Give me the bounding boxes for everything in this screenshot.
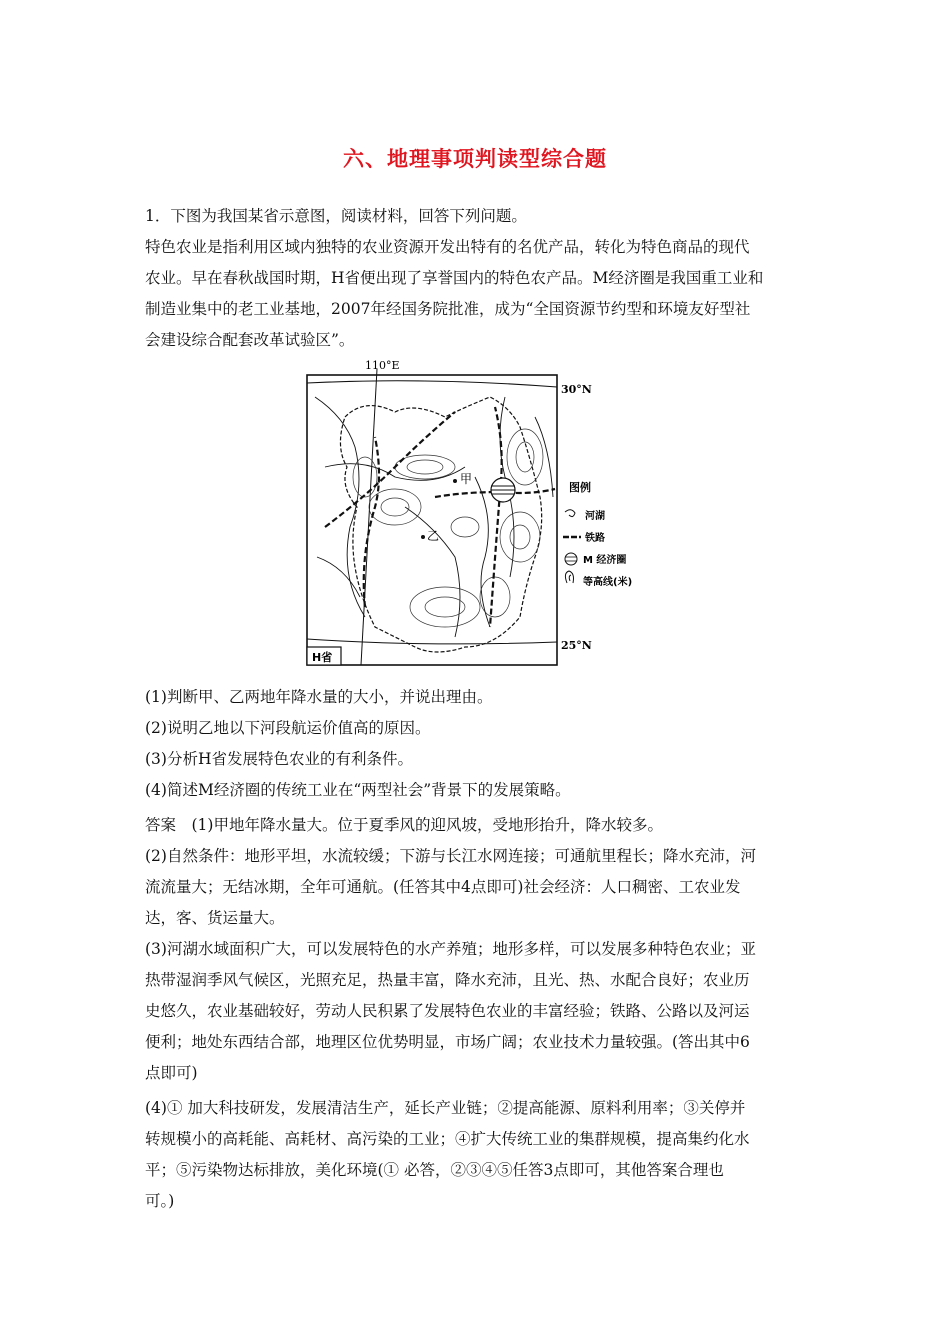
material-line: 制造业集中的老工业基地，2007年经国务院批准，成为“全国资源节约型和环境友好型社 bbox=[145, 300, 751, 318]
answer-line: 可。) bbox=[145, 1192, 175, 1210]
answer-line: (3)河湖水域面积广大，可以发展特色的水产养殖；地形多样，可以发展多种特色农业；亚 bbox=[145, 940, 756, 958]
answer-line: 热带湿润季风气候区，光照充足，热量丰富，降水充沛，且光、热、水配合良好；农业历 bbox=[145, 971, 750, 989]
jia-marker bbox=[453, 479, 457, 483]
page-title: 六、地理事项判读型综合题 bbox=[343, 147, 607, 171]
legend-river-icon bbox=[565, 510, 575, 517]
place-yi: 乙 bbox=[427, 529, 440, 543]
material-line: 农业。早在春秋战国时期，H省便出现了享誉国内的特色农产品。M经济圈是我国重工业和 bbox=[145, 269, 764, 287]
answer-line: (2)自然条件：地形平坦，水流较缓；下游与长江水网连接；可通航里程长；降水充沛，河 bbox=[145, 847, 756, 865]
lat-top-label: 30°N bbox=[561, 383, 592, 396]
map-legend bbox=[563, 480, 632, 588]
lat-bottom-label: 25°N bbox=[561, 639, 592, 652]
longitude-label: 110°E bbox=[365, 359, 400, 372]
legend-circle-icon bbox=[565, 553, 577, 565]
question-intro: 1．下图为我国某省示意图，阅读材料，回答下列问题。 bbox=[145, 207, 527, 225]
legend-contour-icon bbox=[565, 571, 573, 583]
legend-item-contour: 等高线(米) bbox=[583, 577, 633, 588]
sub-question-3: (3)分析H省发展特色农业的有利条件。 bbox=[145, 750, 413, 768]
material-line: 会建设综合配套改革试验区”。 bbox=[145, 331, 355, 349]
answer-line: 流流量大；无结冰期，全年可通航。(任答其中4点即可)社会经济：人口稠密、工农业发 bbox=[145, 878, 741, 896]
answer-line: 点即可) bbox=[145, 1064, 198, 1082]
province-label: H省 bbox=[312, 651, 333, 664]
answer-line: (4)① 加大科技研发，发展清洁生产，延长产业链；②提高能源、原料利用率；③关停并 bbox=[145, 1099, 746, 1117]
material-line: 特色农业是指利用区域内独特的农业资源开发出特有的名优产品，转化为特色商品的现代 bbox=[145, 238, 750, 256]
legend-title: 图例 bbox=[569, 481, 591, 494]
answer-line: 答案 (1)甲地年降水量大。位于夏季风的迎风坡，受地形抬升，降水较多。 bbox=[145, 816, 663, 834]
answer-line: 便利；地处东西结合部，地理区位优势明显，市场广阔；农业技术力量较强。(答出其中6 bbox=[145, 1033, 750, 1051]
answer-line: 达，客、货运量大。 bbox=[145, 909, 285, 927]
answer-line: 平；⑤污染物达标排放，美化环境(① 必答，②③④⑤任答3点即可，其他答案合理也 bbox=[145, 1161, 724, 1179]
sub-question-1: (1)判断甲、乙两地年降水量的大小，并说出理由。 bbox=[145, 688, 493, 706]
answer-line: 史悠久，农业基础较好，劳动人民积累了发展特色农业的丰富经验；铁路、公路以及河运 bbox=[145, 1002, 750, 1020]
m-economic-circle bbox=[491, 478, 515, 502]
place-jia: 甲 bbox=[460, 472, 473, 486]
answer-line: 转规模小的高耗能、高耗材、高污染的工业；④扩大传统工业的集群规模，提高集约化水 bbox=[145, 1130, 750, 1148]
legend-item-river: 河湖 bbox=[585, 511, 605, 522]
legend-item-railway: 铁路 bbox=[585, 533, 605, 544]
yi-marker bbox=[421, 535, 425, 539]
legend-item-m-circle: M 经济圈 bbox=[583, 555, 627, 566]
sub-question-2: (2)说明乙地以下河段航运价值高的原因。 bbox=[145, 719, 431, 737]
sub-question-4: (4)简述M经济圈的传统工业在“两型社会”背景下的发展策略。 bbox=[145, 781, 571, 799]
province-map bbox=[305, 357, 633, 669]
